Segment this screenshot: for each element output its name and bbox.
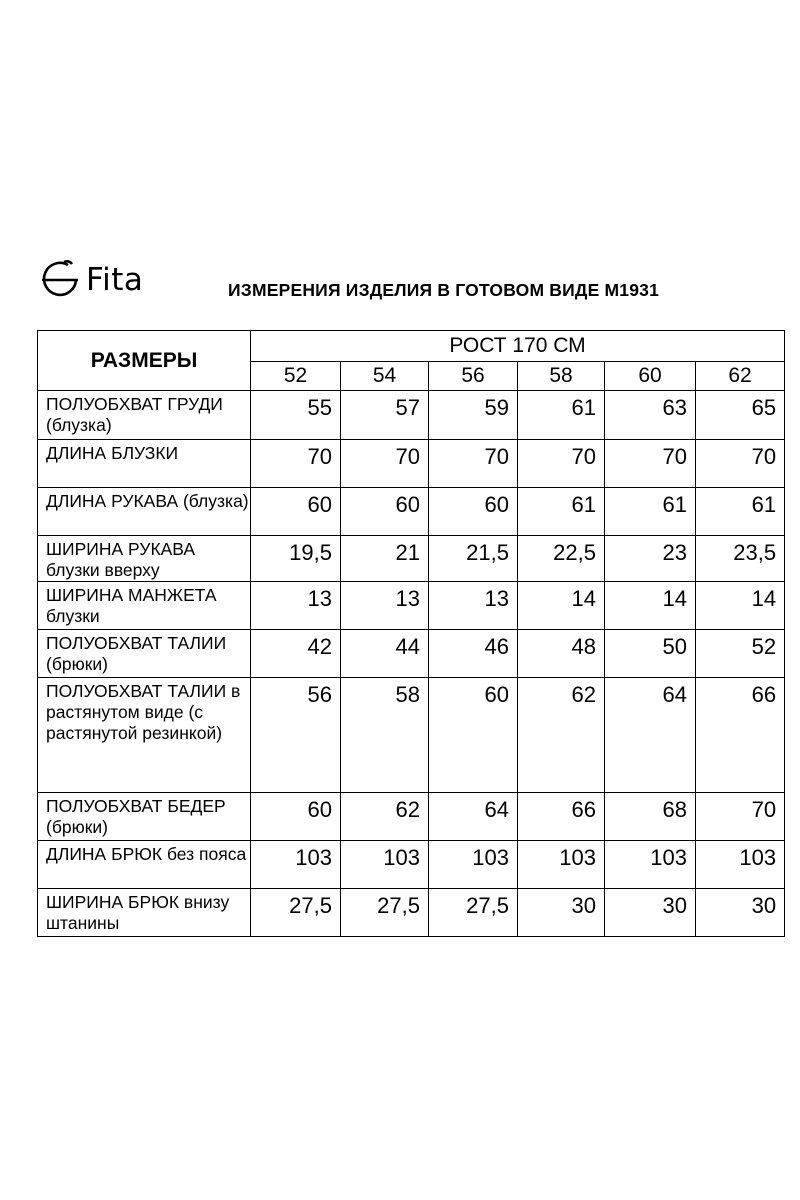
measurement-value: 61 bbox=[696, 488, 785, 536]
table-row bbox=[38, 536, 785, 582]
measurement-value: 103 bbox=[429, 841, 518, 889]
measurement-value: 64 bbox=[429, 793, 518, 841]
measurement-value: 70 bbox=[696, 440, 785, 488]
table-row bbox=[38, 582, 785, 630]
measurement-label: ДЛИНА БРЮК без пояса bbox=[38, 841, 251, 889]
table-row bbox=[38, 630, 785, 678]
measurement-value: 61 bbox=[518, 391, 605, 440]
measurement-value: 30 bbox=[605, 889, 696, 937]
measurement-value: 22,5 bbox=[518, 536, 605, 582]
measurement-value: 103 bbox=[518, 841, 605, 889]
measurement-value: 27,5 bbox=[429, 889, 518, 937]
measurement-value: 62 bbox=[341, 793, 429, 841]
measurement-value: 60 bbox=[251, 488, 341, 536]
table-row bbox=[38, 391, 785, 440]
measurement-label: ПОЛУОБХВАТ ГРУДИ (блузка) bbox=[38, 391, 251, 440]
size-header-cell: 54 bbox=[341, 362, 429, 391]
table-row bbox=[38, 678, 785, 793]
size-header-cell: 60 bbox=[605, 362, 696, 391]
measurement-value: 23,5 bbox=[696, 536, 785, 582]
measurement-value: 70 bbox=[518, 440, 605, 488]
measurement-label: ШИРИНА МАНЖЕТА блузки bbox=[38, 582, 251, 630]
measurement-value: 70 bbox=[429, 440, 518, 488]
measurement-value: 42 bbox=[251, 630, 341, 678]
size-header-cell: 58 bbox=[518, 362, 605, 391]
measurement-value: 58 bbox=[341, 678, 429, 793]
measurement-value: 65 bbox=[696, 391, 785, 440]
measurement-value: 19,5 bbox=[251, 536, 341, 582]
measurement-value: 30 bbox=[696, 889, 785, 937]
size-header-cell: 56 bbox=[429, 362, 518, 391]
measurement-value: 30 bbox=[518, 889, 605, 937]
table-row bbox=[38, 440, 785, 488]
measurement-value: 61 bbox=[518, 488, 605, 536]
measurement-label: ДЛИНА РУКАВА (блузка) bbox=[38, 488, 251, 536]
measurement-value: 57 bbox=[341, 391, 429, 440]
measurement-value: 13 bbox=[251, 582, 341, 630]
measurement-value: 103 bbox=[251, 841, 341, 889]
measurement-value: 56 bbox=[251, 678, 341, 793]
measurement-value: 70 bbox=[341, 440, 429, 488]
measurement-value: 13 bbox=[429, 582, 518, 630]
measurement-value: 21 bbox=[341, 536, 429, 582]
measurement-value: 27,5 bbox=[341, 889, 429, 937]
measurement-value: 14 bbox=[696, 582, 785, 630]
table-row bbox=[38, 488, 785, 536]
measurement-value: 50 bbox=[605, 630, 696, 678]
measurement-label: ПОЛУОБХВАТ БЕДЕР (брюки) bbox=[38, 793, 251, 841]
measurement-value: 66 bbox=[518, 793, 605, 841]
measurement-value: 70 bbox=[605, 440, 696, 488]
measurement-value: 68 bbox=[605, 793, 696, 841]
measurement-value: 48 bbox=[518, 630, 605, 678]
table-row bbox=[38, 889, 785, 937]
measurement-value: 52 bbox=[696, 630, 785, 678]
measurement-value: 70 bbox=[696, 793, 785, 841]
measurement-value: 23 bbox=[605, 536, 696, 582]
table-row bbox=[38, 793, 785, 841]
fita-logo-icon bbox=[38, 258, 82, 302]
measurement-value: 14 bbox=[605, 582, 696, 630]
measurement-label: ШИРИНА РУКАВА блузки вверху bbox=[38, 536, 251, 582]
measurement-value: 46 bbox=[429, 630, 518, 678]
measurement-value: 60 bbox=[251, 793, 341, 841]
measurement-label: ПОЛУОБХВАТ ТАЛИИ в растянутом виде (с растянутой резинкой) bbox=[38, 678, 251, 793]
measurement-value: 60 bbox=[341, 488, 429, 536]
measurement-value: 60 bbox=[429, 678, 518, 793]
measurement-value: 62 bbox=[518, 678, 605, 793]
document-title: ИЗМЕРЕНИЯ ИЗДЕЛИЯ В ГОТОВОМ ВИДЕ М1931 bbox=[228, 280, 660, 300]
measurement-value: 13 bbox=[341, 582, 429, 630]
measurement-value: 61 bbox=[605, 488, 696, 536]
measurement-value: 64 bbox=[605, 678, 696, 793]
measurement-value: 55 bbox=[251, 391, 341, 440]
height-header: РОСТ 170 СМ bbox=[251, 331, 785, 362]
measurement-value: 14 bbox=[518, 582, 605, 630]
sizes-header: РАЗМЕРЫ bbox=[38, 331, 251, 391]
table-row bbox=[38, 841, 785, 889]
measurement-value: 103 bbox=[605, 841, 696, 889]
measurement-value: 59 bbox=[429, 391, 518, 440]
measurement-value: 66 bbox=[696, 678, 785, 793]
measurement-value: 70 bbox=[251, 440, 341, 488]
measurement-label: ДЛИНА БЛУЗКИ bbox=[38, 440, 251, 488]
measurement-label: ПОЛУОБХВАТ ТАЛИИ (брюки) bbox=[38, 630, 251, 678]
brand-name: Fita bbox=[86, 262, 144, 298]
size-header-cell: 62 bbox=[696, 362, 785, 391]
measurement-value: 27,5 bbox=[251, 889, 341, 937]
measurement-label: ШИРИНА БРЮК внизу штанины bbox=[38, 889, 251, 937]
measurements-table bbox=[37, 330, 785, 937]
measurement-value: 21,5 bbox=[429, 536, 518, 582]
measurement-value: 63 bbox=[605, 391, 696, 440]
brand-logo bbox=[38, 258, 143, 302]
size-header-cell: 52 bbox=[251, 362, 341, 391]
measurement-value: 103 bbox=[696, 841, 785, 889]
measurement-value: 44 bbox=[341, 630, 429, 678]
measurement-value: 60 bbox=[429, 488, 518, 536]
measurement-value: 103 bbox=[341, 841, 429, 889]
